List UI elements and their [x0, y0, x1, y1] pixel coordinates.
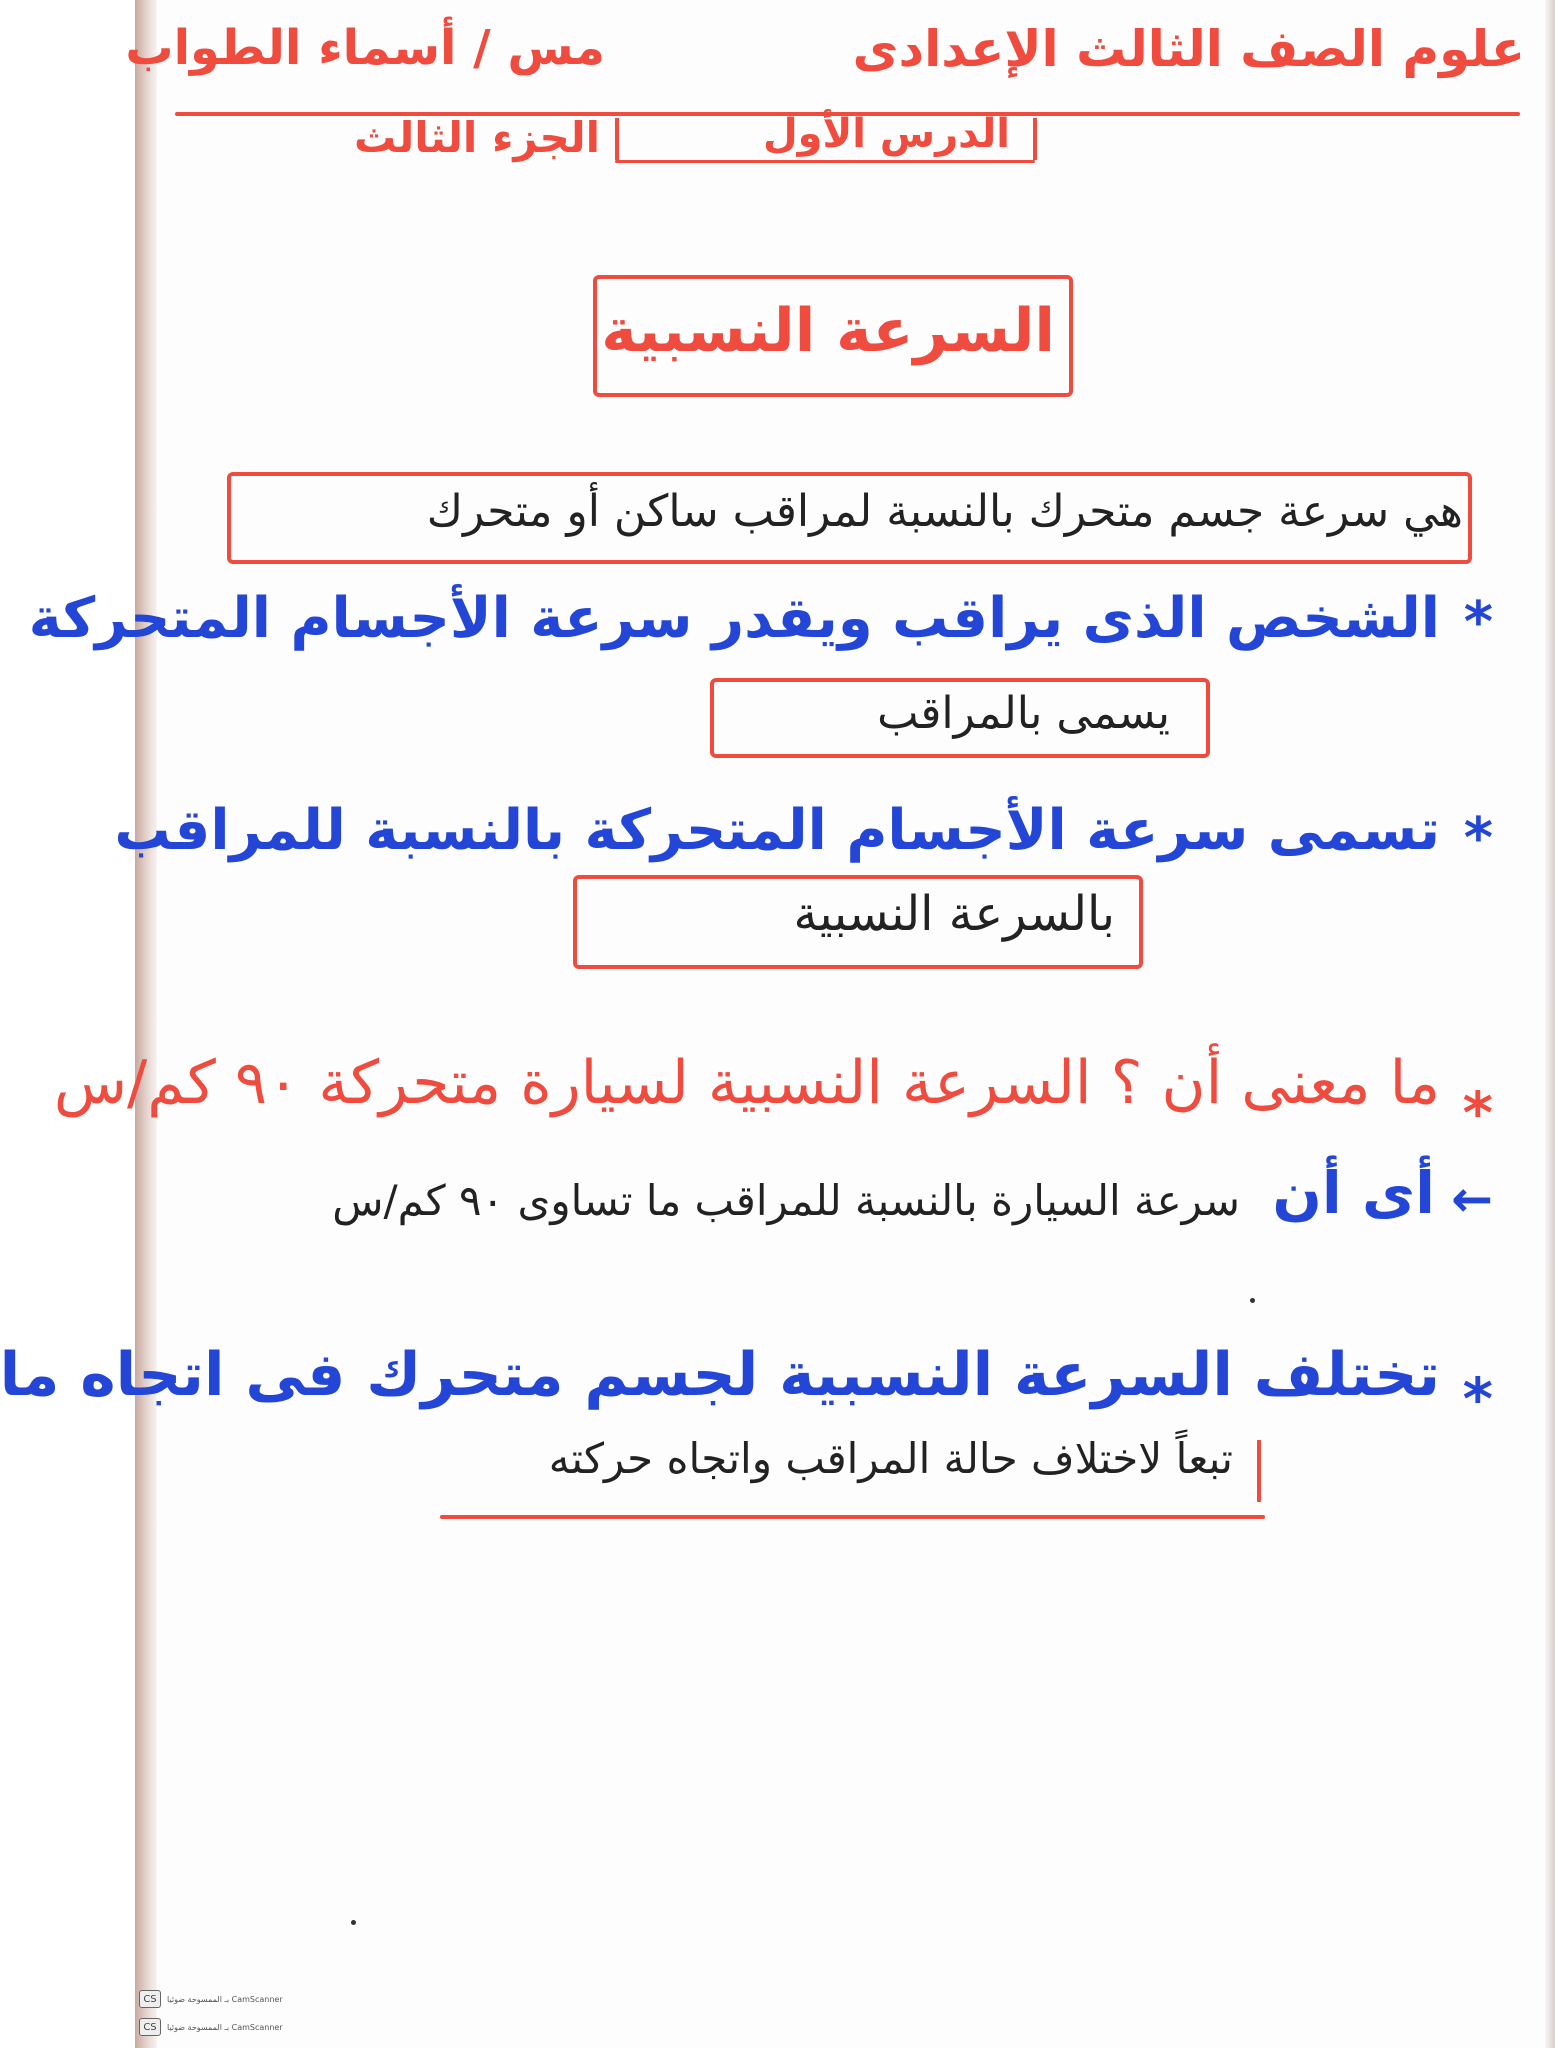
fact-text: تختلف السرعة النسبية لجسم متحرك فى اتجاه ما — [0, 1340, 1440, 1410]
watermark-text-1: CamScanner بـ الممسوحة ضوئيا — [167, 1994, 283, 2004]
watermark-text-2: CamScanner بـ الممسوحة ضوئيا — [167, 2022, 283, 2032]
answer-text: سرعة السيارة بالنسبة للمراقب ما تساوى ٩٠ كم/س — [332, 1176, 1240, 1225]
point-1-answer: يسمى بالمراقب — [877, 688, 1170, 739]
answer-lead: أى أن — [1272, 1159, 1435, 1227]
point-2-text: تسمى سرعة الأجسام المتحركة بالنسبة للمراقب — [114, 798, 1440, 863]
fact-answer: تبعاً لاختلاف حالة المراقب واتجاه حركته — [548, 1434, 1233, 1483]
fact-answer-frame-right — [1257, 1440, 1261, 1502]
point-2-bullet: * — [1463, 806, 1493, 871]
point-2-answer: بالسرعة النسبية — [793, 886, 1115, 942]
answer-arrow-icon: ← — [1451, 1170, 1493, 1228]
point-1-text: الشخص الذى يراقب ويقدر سرعة الأجسام المتحركة — [28, 586, 1440, 651]
stray-dot-bottom — [351, 1920, 356, 1925]
lesson-frame-left — [615, 118, 619, 160]
fact-answer-underline — [440, 1515, 1265, 1519]
stray-dot — [1250, 1298, 1255, 1303]
paper-edge-left — [135, 0, 157, 2048]
lesson-underline — [615, 160, 1035, 163]
lesson-frame-right — [1033, 118, 1037, 160]
lesson-label: الدرس الأول — [762, 111, 1010, 157]
fact-bullet: * — [1462, 1365, 1493, 1433]
camscanner-logo-icon-2: CS — [139, 2018, 161, 2036]
scanner-watermark-2 — [139, 2018, 283, 2036]
question-text: ما معنى أن ؟ السرعة النسبية لسيارة متحركة ٩٠ كم/س — [53, 1048, 1440, 1118]
paper-edge-right — [1545, 0, 1555, 2048]
topic-title: السرعة النسبية — [601, 296, 1055, 366]
point-1-bullet: * — [1463, 590, 1493, 655]
question-bullet: * — [1462, 1079, 1493, 1147]
definition-text: هي سرعة جسم متحرك بالنسبة لمراقب ساكن أو متحرك — [426, 486, 1463, 537]
teacher-name: مس / أسماء الطواب — [125, 20, 605, 76]
scanner-watermark-1 — [139, 1990, 283, 2008]
camscanner-logo-icon: CS — [139, 1990, 161, 2008]
part-label: الجزء الثالث — [354, 113, 600, 162]
subject-title: علوم الصف الثالث الإعدادى — [852, 20, 1525, 78]
